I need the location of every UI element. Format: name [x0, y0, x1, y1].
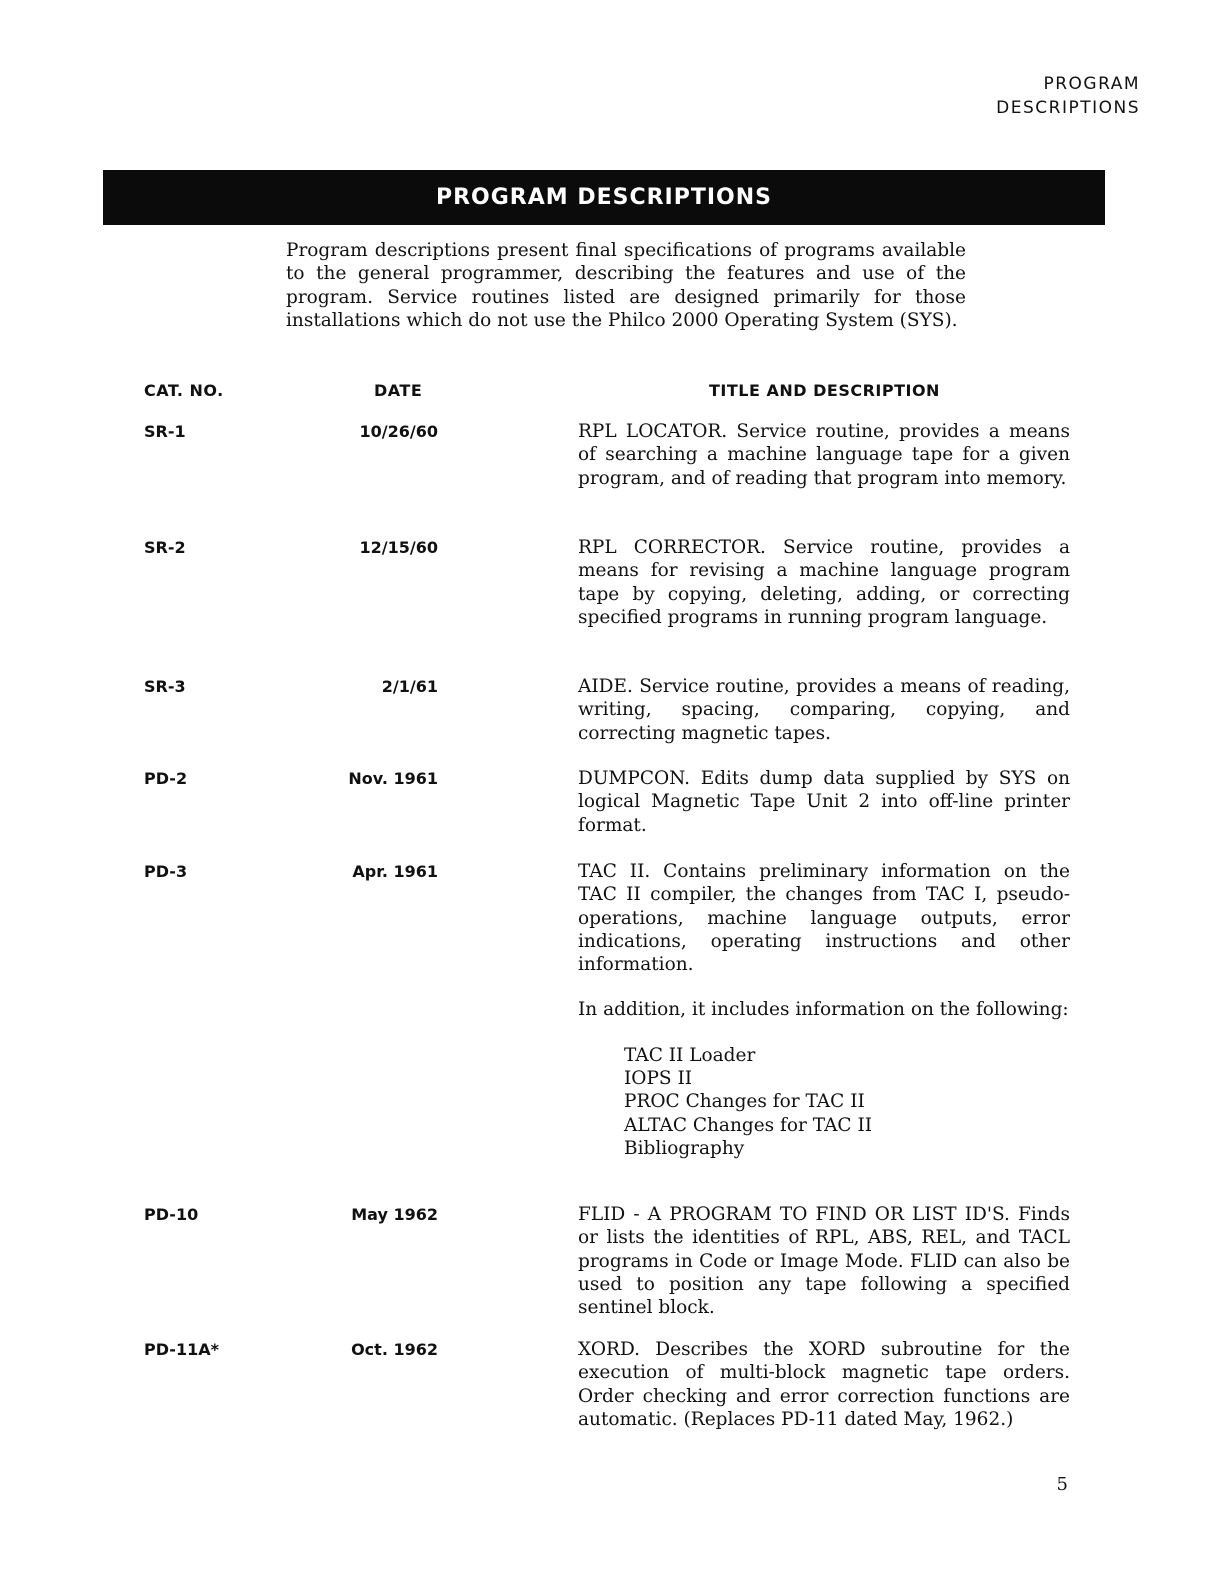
section-banner [103, 170, 1105, 225]
entry-cat-no: PD-10 [144, 1205, 199, 1224]
entry-cat-no: SR-3 [144, 677, 186, 696]
entry-description-text: FLID - A PROGRAM TO FIND OR LIST ID'S. Finds or lists the identities of RPL, ABS, REL, and TACL programs in Code or Image Mode. FLID can also be used to position any tape following a specified sentinel block. [578, 1204, 1070, 1319]
entry-topic-list [578, 1044, 1070, 1160]
running-header [996, 72, 1140, 120]
entry-date: May 1962 [351, 1205, 438, 1224]
entry-description-text: XORD. Describes the XORD subroutine for the execution of multi-block magnetic tape orders. Order checking and error correction functions are automatic. (Replaces PD-11 dated May, 1962.) [578, 1339, 1070, 1430]
entry-date: Nov. 1961 [348, 769, 438, 788]
column-header-title: TITLE AND DESCRIPTION [709, 381, 940, 400]
entry-description [578, 536, 1070, 651]
entry-cat-no: PD-2 [144, 769, 188, 788]
entry-cat-no: SR-2 [144, 538, 186, 557]
entry-description [578, 1203, 1070, 1341]
entry-description-text: TAC II. Contains preliminary information on the TAC II compiler, the changes from TAC I, pseudo-operations, machine language outputs, error indications, operating instructions and other information. [578, 861, 1070, 976]
entry-date: Apr. 1961 [352, 862, 438, 881]
column-header-cat-no: CAT. NO. [144, 381, 224, 400]
entry-date: 2/1/61 [381, 677, 438, 696]
entry-description-text: DUMPCON. Edits dump data supplied by SYS on logical Magnetic Tape Unit 2 into off-line printer format. [578, 768, 1070, 836]
entry-description [578, 1338, 1070, 1453]
entry-date: Oct. 1962 [351, 1340, 438, 1359]
list-item: IOPS II [624, 1068, 693, 1090]
entry-cat-no: SR-1 [144, 422, 186, 441]
entry-cat-no: PD-11A* [144, 1340, 219, 1359]
entry-description-text: RPL CORRECTOR. Service routine, provides a means for revising a machine language program tape by copying, deleting, adding, or correcting specified programs in running program language. [578, 537, 1070, 628]
intro-paragraph [286, 239, 966, 332]
entry-date: 10/26/60 [359, 422, 438, 441]
entry-description [578, 675, 1070, 767]
running-header-line2: DESCRIPTIONS [996, 98, 1140, 118]
entry-description-text: RPL LOCATOR. Service routine, provides a means of searching a machine language tape for a given program, and of reading that program into memory. [578, 421, 1070, 489]
entry-description [578, 767, 1070, 859]
entry-date: 12/15/60 [359, 538, 438, 557]
page-number: 5 [1056, 1474, 1068, 1495]
list-item: TAC II Loader [624, 1044, 756, 1066]
list-item: PROC Changes for TAC II [624, 1091, 865, 1113]
entry-cat-no: PD-3 [144, 862, 188, 881]
section-title: PROGRAM DESCRIPTIONS [435, 185, 773, 210]
entry-description-addendum: In addition, it includes information on the following: [578, 999, 1069, 1021]
entry-description [578, 420, 1070, 512]
list-item: Bibliography [624, 1137, 745, 1159]
intro-text: Program descriptions present final specifications of programs available to the general programmer, describing the features and use of the program. Service routines listed are designed primarily for those installations which do not use the Philco 2000 Operating System (SYS). [286, 240, 966, 331]
entry-description-text: AIDE. Service routine, provides a means of reading, writing, spacing, comparing, copying, and correcting magnetic tapes. [578, 676, 1070, 744]
entry-description [578, 860, 1070, 1160]
list-item: ALTAC Changes for TAC II [624, 1114, 873, 1136]
running-header-line1: PROGRAM [1043, 74, 1140, 94]
column-header-date: DATE [374, 381, 423, 400]
